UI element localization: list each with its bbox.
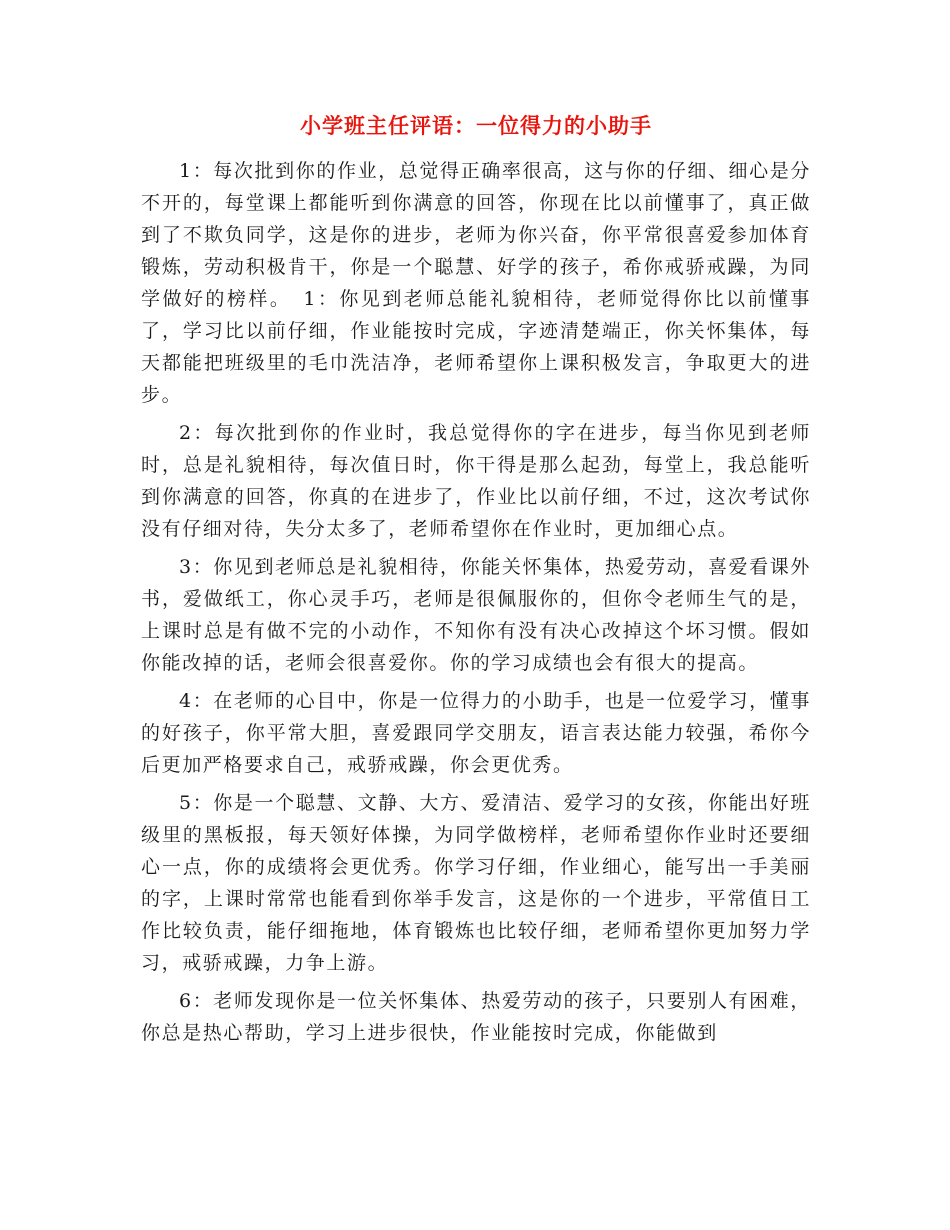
paragraph-6: 6：老师发现你是一位关怀集体、热爱劳动的孩子，只要别人有困难，你总是热心帮助，学习上进步很快，作业能按时完成，你能做到	[141, 990, 811, 1044]
paragraph-5: 5：你是一个聪慧、文静、大方、爱清洁、爱学习的女孩，你能出好班级里的黑板报，每天领好体操，为同学做榜样，老师希望你作业时还要细心一点，你的成绩将会更优秀。你学习仔细，作业细心，能写出一手美丽的字，上课时常常也能看到你举手发言，这是你的一个进步，平常值日工作比较负责，能仔细拖地，体育锻炼也比较仔细，老师希望你更加努力学习，戒骄戒躁，力争上游。	[141, 792, 811, 974]
paragraph-2: 2：每次批到你的作业时，我总觉得你的字在进步，每当你见到老师时，总是礼貌相待，每次值日时，你干得是那么起劲，每堂上，我总能听到你满意的回答，你真的在进步了，作业比以前仔细，不过，这次考试你没有仔细对待，失分太多了，老师希望你在作业时，更加细心点。	[141, 422, 811, 540]
document-title: 小学班主任评语：一位得力的小助手	[300, 113, 652, 138]
paragraph-1: 1：每次批到你的作业，总觉得正确率很高，这与你的仔细、细心是分不开的，每堂课上都能听到你满意的回答，你现在比以前懂事了，真正做到了不欺负同学，这是你的进步，老师为你兴奋，你平常很喜爱参加体育锻炼，劳动积极肯干，你是一个聪慧、好学的孩子，希你戒骄戒躁，为同学做好的榜样。 1：你见到老师总能礼貌相待，老师觉得你比以前懂事了，学习比以前仔细，作业能按时完成，字迹清楚端正，你关怀集体，每天都能把班级里的毛巾洗洁净，老师希望你上课积极发言，争取更大的进步。	[141, 160, 811, 406]
paragraph-3: 3：你见到老师总是礼貌相待，你能关怀集体，热爱劳动，喜爱看课外书，爱做纸工，你心灵手巧，老师是很佩服你的，但你令老师生气的是，上课时总是有做不完的小动作，不知你有没有决心改掉这个坏习惯。假如你能改掉的话，老师会很喜爱你。你的学习成绩也会有很大的提高。	[141, 556, 811, 674]
paragraph-4: 4：在老师的心目中，你是一位得力的小助手，也是一位爱学习，懂事的好孩子，你平常大胆，喜爱跟同学交朋友，语言表达能力较强，希你今后更加严格要求自己，戒骄戒躁，你会更优秀。	[141, 690, 811, 776]
document-page	[141, 108, 811, 1055]
